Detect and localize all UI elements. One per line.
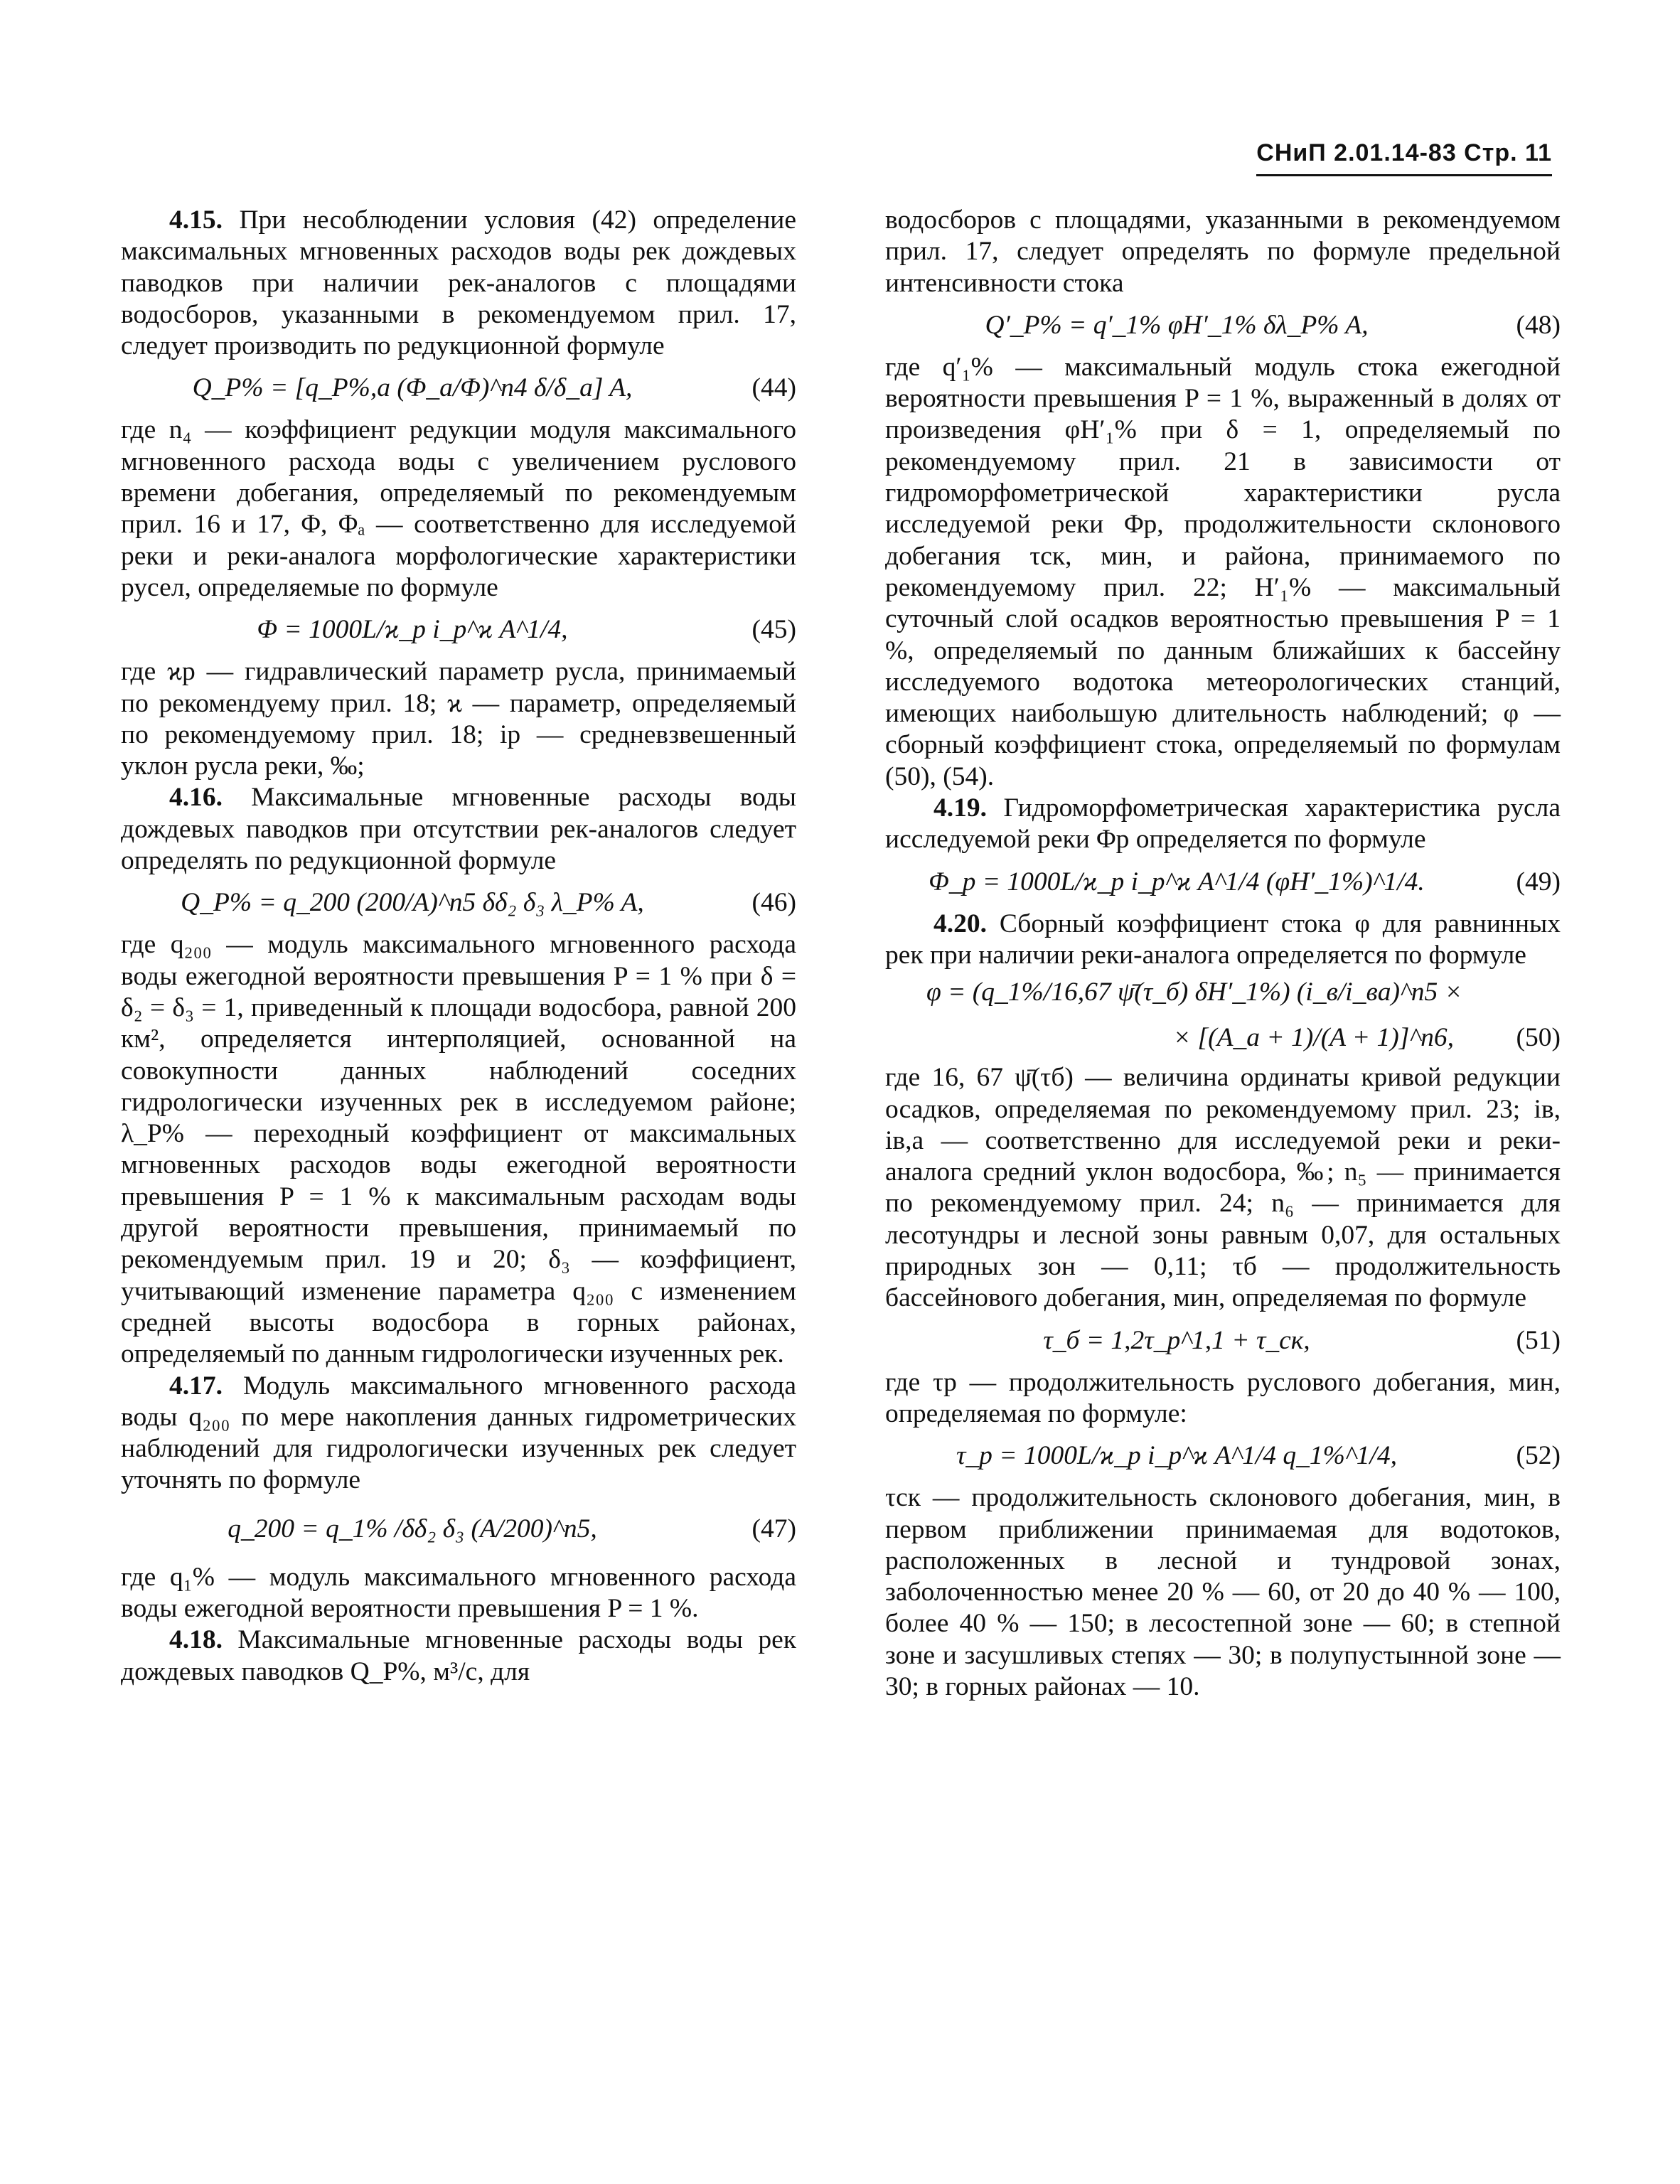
formula-52-explanation: τск — продолжительность склонового добегания, мин, в первом приближении принимаемая для водотоков, расположенных в лесной и тундровой зонах, заболоченностью менее 20 % — 60, от 20 до 40 % — 100, более 40 % — 150; в лесостепной зоне — 60; в степной зоне и засушливых степях — 30; в полупустынной зоне — 30; в горных районах — 10. bbox=[885, 1483, 1561, 1701]
formula-51-explanation: где τр — продолжительность руслового добегания, мин, определяемая по формуле: bbox=[885, 1367, 1561, 1428]
equation-number: (50) bbox=[1516, 1023, 1561, 1053]
formula-48 bbox=[885, 299, 1561, 352]
formula-48-explanation: где q′₁% — максимальный модуль стока ежегодной вероятности превышения P = 1 %, выраженный в долях от произведения φH′₁% при δ = 1, определяемый по рекомендуемому прил. 21 в зависимости от гидроморфометрической характеристики русла исследуемой реки Φр, продолжительности склонового добегания τск, мин, и района, принимаемого по рекомендуемому прил. 22; H′₁% — максимальный суточный слой осадков вероятностью превышения P = 1 %, определяемый по данным ближайших к бассейну исследуемого водотока метеорологических станций, имеющих наибольшую длительность наблюдений; φ — сборный коэффициент стока, определяемый по формулам (50), (54). bbox=[885, 352, 1561, 791]
paragraph-text: Максимальные мгновенные расходы воды дождевых паводков при отсутствии рек-аналогов следует определять по редукционной формуле bbox=[121, 783, 797, 876]
equation-number: (45) bbox=[751, 615, 796, 645]
paragraph-text: Модуль максимального мгновенного расхода воды q₂₀₀ по мере накопления данных гидрометрических наблюдений для гидрологически изученных рек следует уточнять по формуле bbox=[121, 1371, 796, 1495]
formula-47 bbox=[121, 1497, 796, 1562]
formula-expression: τ_р = 1000L/ϰ_р i_р^ϰ A^1/4 q_1%^1/4, bbox=[956, 1441, 1397, 1471]
section-4-15 bbox=[121, 205, 796, 362]
formula-52 bbox=[885, 1430, 1561, 1482]
formula-expression: Q_P% = [q_P%,a (Φ_a/Φ)^n4 δ/δ_a] A, bbox=[192, 373, 633, 403]
equation-number: (44) bbox=[751, 373, 796, 403]
equation-number: (47) bbox=[751, 1514, 796, 1543]
formula-47-explanation: где q₁% — модуль максимального мгновенного расхода воды ежегодной вероятности превышения P = 1 %. bbox=[121, 1562, 796, 1623]
equation-number: (49) bbox=[1516, 867, 1561, 896]
formula-50 bbox=[885, 971, 1561, 1062]
page-header: СНиП 2.01.14-83 Стр. 11 bbox=[1256, 139, 1552, 176]
equation-number: (51) bbox=[1516, 1325, 1561, 1355]
section-4-20 bbox=[885, 909, 1561, 972]
equation-number: (52) bbox=[1516, 1441, 1561, 1471]
section-number: 4.17. bbox=[169, 1371, 223, 1401]
section-number: 4.16. bbox=[169, 783, 223, 813]
formula-expression: τ_б = 1,2τ_р^1,1 + τ_ск, bbox=[1043, 1325, 1310, 1355]
formula-46-explanation: где q₂₀₀ — модуль максимального мгновенного расхода воды ежегодной вероятности превышения P = 1 % при δ = δ₂ = δ₃ = 1, приведенный к площади водосбора, равной 200 км², определяется интерполяцией, основанной на совокупности данных наблюдений соседних гидрологически изученных рек в исследуемом районе; λ_P% — переходный коэффициент от максимальных мгновенных расходов воды ежегодной вероятности превышения P = 1 % к максимальным расходам воды другой вероятности превышения, принимаемый по рекомендуемым прил. 19 и 20; δ₃ — коэффициент, учитывающий изменение параметра q₂₀₀ с изменением средней высоты водосбора в горных районах, определяемый по данным гидрологически изученных рек. bbox=[121, 930, 796, 1369]
section-4-18 bbox=[121, 1624, 796, 1688]
equation-number: (48) bbox=[1516, 310, 1561, 340]
equation-number: (46) bbox=[751, 888, 796, 918]
formula-45-explanation: где ϰр — гидравлический параметр русла, принимаемый по рекомендуему прил. 18; ϰ — параметр, определяемый по рекомендуемому прил. 18; iр — средневзвешенный уклон русла реки, ‰; bbox=[121, 657, 796, 781]
formula-expression: Φ = 1000L/ϰ_р i_р^ϰ A^1/4, bbox=[257, 615, 568, 645]
formula-expression: q_200 = q_1% /δδ₂ δ₃ (A/200)^n5, bbox=[228, 1514, 597, 1543]
paragraph-text: Максимальные мгновенные расходы воды рек дождевых паводков Q_P%, м³/с, для bbox=[121, 1625, 797, 1686]
formula-expression: Φ_р = 1000L/ϰ_р i_р^ϰ A^1/4 (φH′_1%)^1/4. bbox=[929, 867, 1425, 896]
formula-45 bbox=[121, 604, 796, 656]
formula-expression: × [(A_a + 1)/(A + 1)]^n6, bbox=[1172, 1023, 1454, 1053]
section-4-17 bbox=[121, 1371, 796, 1497]
section-number: 4.19. bbox=[933, 793, 987, 823]
formula-44 bbox=[121, 362, 796, 414]
formula-line-2 bbox=[885, 1017, 1561, 1059]
section-4-18-continued: водосборов с площадями, указанными в рекомендуемом прил. 17, следует определять по формуле предельной интенсивности стока bbox=[885, 205, 1561, 298]
right-column bbox=[885, 205, 1561, 1703]
section-4-19 bbox=[885, 793, 1561, 856]
formula-expression: Q_P% = q_200 (200/A)^n5 δδ₂ δ₃ λ_P% A, bbox=[181, 888, 644, 918]
formula-line-1: φ = (q_1%/16,67 ψ̄(τ_б) δH′_1%) (i_в/i_вa)^n5 × bbox=[926, 978, 1462, 1007]
section-number: 4.18. bbox=[169, 1625, 223, 1655]
paragraph-text: Сборный коэффициент стока φ для равнинных рек при наличии реки-аналога определяется по формуле bbox=[885, 909, 1561, 970]
formula-49 bbox=[885, 856, 1561, 909]
section-number: 4.15. bbox=[169, 205, 223, 235]
formula-expression: Q′_P% = q′_1% φH′_1% δλ_P% A, bbox=[985, 310, 1369, 340]
formula-50-explanation: где 16, 67 ψ̄(τб) — величина ординаты кривой редукции осадков, определяемая по рекомендуемому прил. 23; iв, iв,а — соответственно для исследуемой реки и реки-аналога средний уклон водосбора, ‰; n₅ — принимается по рекомендуемому прил. 24; n₆ — принимается для лесотундры и лесной зоны равным 0,07, для остальных природных зон — 0,11; τб — продолжительность бассейнового добегания, мин, определяемая по формуле bbox=[885, 1063, 1561, 1313]
paragraph-text: Гидроморфометрическая характеристика русла исследуемой реки Φр определяется по формуле bbox=[885, 793, 1561, 855]
formula-51 bbox=[885, 1315, 1561, 1367]
left-column bbox=[121, 205, 796, 1688]
paragraph-text: При несоблюдении условия (42) определение максимальных мгновенных расходов воды рек дождевых паводков при наличии рек-аналогов с площадями водосборов, указанными в рекомендуемом прил. 17, следует производить по редукционной формуле bbox=[121, 205, 797, 361]
section-number: 4.20. bbox=[933, 909, 987, 938]
formula-46 bbox=[121, 877, 796, 929]
formula-44-explanation: где n₄ — коэффициент редукции модуля максимального мгновенного расхода воды с увеличением руслового времени добегания, определяемый по рекомендуемым прил. 16 и 17, Φ, Φₐ — соответственно для исследуемой реки и реки-аналога морфологические характеристики русел, определяемые по формуле bbox=[121, 415, 796, 602]
section-4-16 bbox=[121, 782, 796, 877]
